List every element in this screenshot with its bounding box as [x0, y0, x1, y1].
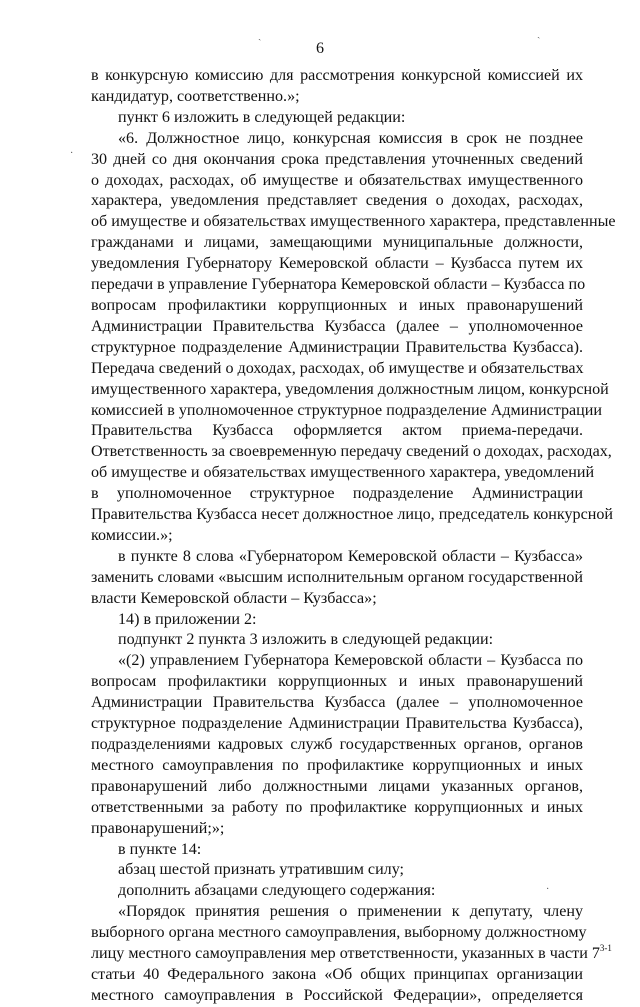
text-line	[91, 735, 583, 756]
text-line	[91, 860, 583, 881]
text-line-content: местного самоуправления по профилактике коррупционных и иных	[91, 756, 583, 774]
text-line-content: статьи 40 Федерального закона «Об общих принципах организации	[91, 965, 583, 983]
text-line-content: заменить словами «высшим исполнительным органом государственной	[91, 568, 583, 586]
text-line	[91, 66, 583, 87]
text-line	[91, 129, 583, 150]
text-line	[91, 505, 613, 526]
document-body	[91, 66, 616, 1007]
text-line	[91, 421, 583, 442]
text-line-content: абзац шестой признать утратившим силу;	[118, 861, 405, 879]
text-line	[91, 798, 583, 819]
text-line	[91, 651, 583, 672]
text-line-content: местного самоуправления в Российской Федерации», определяется	[91, 986, 583, 1004]
text-line	[91, 819, 583, 840]
text-line	[91, 484, 583, 505]
text-line	[91, 317, 583, 338]
text-line	[91, 233, 583, 254]
text-line	[91, 442, 612, 463]
text-line-content: в пункте 8 слова «Губернатором Кемеровской области – Кузбасса»	[118, 547, 583, 565]
text-line	[91, 693, 583, 714]
text-line-content: Администрации Правительства Кузбасса (далее – уполномоченное	[91, 317, 583, 335]
text-line-content: в конкурсную комиссию для рассмотрения конкурсной комиссией их	[91, 67, 583, 84]
scan-speck: ˏ	[537, 28, 541, 39]
text-line-content: дополнить абзацами следующего содержания:	[118, 882, 436, 900]
text-line	[91, 212, 616, 233]
text-line-content: об имуществе и обязательствах имущественного характера, представленные	[91, 213, 616, 231]
text-line-content: правонарушений;»;	[91, 819, 225, 837]
text-line	[91, 902, 583, 923]
text-line-content: «(2) управлением Губернатора Кемеровской области – Кузбасса по	[118, 652, 583, 670]
text-line-content: 14) в приложении 2:	[118, 610, 257, 628]
text-line	[91, 359, 583, 380]
text-line-content: лицу местного самоуправления мер ответственности, указанных в части 7	[91, 945, 600, 963]
text-line-content: «Порядок принятия решения о применении к депутату, члену	[118, 903, 583, 921]
text-line	[91, 463, 595, 484]
text-line	[91, 191, 583, 212]
text-line-content: вопросам профилактики коррупционных и иных правонарушений	[91, 673, 583, 691]
text-line-content: «6. Должностное лицо, конкурсная комиссия в срок не позднее	[118, 129, 583, 147]
text-line-content: Правительства Кузбасса несет должностное лицо, председатель конкурсной	[91, 506, 613, 524]
text-line-content: Правительства Кузбасса оформляется актом приема-передачи.	[91, 422, 583, 440]
text-line	[91, 672, 583, 693]
text-line	[91, 380, 609, 401]
text-line-content: комиссии.»;	[91, 526, 173, 544]
text-line	[91, 777, 583, 798]
text-line	[91, 714, 583, 735]
text-line	[91, 150, 583, 171]
text-line-content: Ответственность за своевременную передачу сведений о доходах, расходах,	[91, 443, 612, 461]
text-line	[91, 756, 583, 777]
text-line	[91, 526, 583, 547]
text-line-content: структурное подразделение Администрации Правительства Кузбасса).	[91, 338, 583, 356]
text-line	[91, 840, 583, 861]
text-line-content: о доходах, расходах, об имуществе и обязательствах имущественного	[91, 171, 583, 189]
text-line	[91, 943, 612, 965]
text-line-content: передачи в управление Губернатора Кемеровской области – Кузбасса по	[91, 276, 586, 294]
text-line	[91, 401, 602, 422]
text-line	[91, 965, 583, 986]
scan-speck: ·	[546, 884, 550, 895]
text-line-content: подпункт 2 пункта 3 изложить в следующей редакции:	[118, 631, 494, 649]
text-line	[91, 923, 587, 944]
text-line-content: комиссией в уполномоченное структурное подразделение Администрации	[91, 401, 602, 419]
text-line-content: пункт 6 изложить в следующей редакции:	[118, 108, 406, 126]
text-line	[91, 610, 583, 631]
text-line-content: Администрации Правительства Кузбасса (далее – уполномоченное	[91, 694, 583, 712]
text-line	[91, 108, 583, 129]
text-line-content: кандидатур, соответственно.»;	[91, 87, 300, 105]
text-line	[91, 296, 583, 317]
text-line	[91, 275, 586, 296]
text-line	[91, 630, 583, 651]
text-line-content: имущественного характера, уведомления должностным лицом, конкурсной	[91, 380, 609, 398]
text-line	[91, 338, 583, 359]
text-line	[91, 881, 583, 902]
text-line-content: уведомления Губернатору Кемеровской области – Кузбасса путем их	[91, 255, 583, 273]
scan-speck: ·	[70, 148, 74, 159]
text-line-content: власти Кемеровской области – Кузбасса»;	[91, 589, 377, 607]
text-line-content: вопросам профилактики коррупционных и иных правонарушений	[91, 296, 583, 314]
text-line-content: в уполномоченное структурное подразделение Администрации	[91, 485, 583, 503]
text-line-content: выборного органа местного самоуправления, выборному должностному	[91, 924, 587, 942]
page-number: 6	[316, 40, 324, 57]
scan-speck: ˏ	[258, 30, 262, 41]
text-line	[91, 568, 583, 589]
text-line	[91, 986, 583, 1007]
text-line-content: подразделениями кадровых служб государственных органов, органов	[91, 736, 583, 753]
text-line	[91, 547, 583, 568]
text-line-content: правонарушений либо должностными лицами указанных органов,	[91, 777, 583, 795]
text-line-content: Передача сведений о доходах, расходах, об имуществе и обязательствах	[91, 359, 584, 377]
text-line-content: характера, уведомления представляет сведения о доходах, расходах,	[91, 192, 583, 210]
text-line-content: об имуществе и обязательствах имущественного характера, уведомлений	[91, 464, 595, 482]
text-line	[91, 87, 583, 108]
superscript: 3-1	[599, 943, 612, 954]
text-line	[91, 254, 583, 275]
text-line	[91, 171, 583, 192]
text-line	[91, 589, 583, 610]
text-line-content: в пункте 14:	[118, 840, 202, 858]
text-line-content: структурное подразделение Администрации Правительства Кузбасса),	[91, 715, 583, 733]
text-line-content: ответственными за работу по профилактике коррупционных и иных	[91, 798, 583, 816]
text-line-content: гражданами и лицами, замещающими муниципальные должности,	[91, 234, 583, 252]
text-line-content: 30 дней со дня окончания срока представления уточненных сведений	[91, 150, 583, 168]
